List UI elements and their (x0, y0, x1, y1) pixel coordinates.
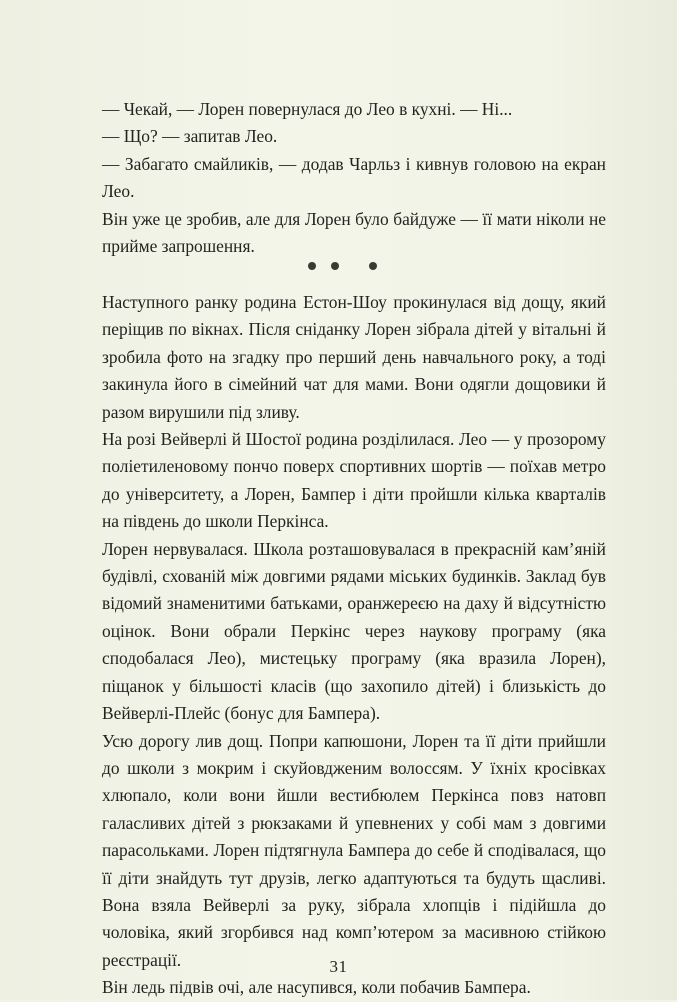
paragraph: Лорен нервувалася. Школа розташовувалася в прекрасній кам’яній будівлі, схованій між довгими рядами міських будинків. Заклад був відомий знаменитими батьками, оранжереєю на даху й відсутністю оцінок. Вони обрали Перкінс через наукову програму (яка сподобалася Лео), мистецьку програму (яка вразила Лорен), піщанок у більшості класів (що захопило дітей) і близькість до Вейверлі-Плейс (бонус для Бампера). (102, 538, 606, 724)
main-text-section (102, 289, 606, 1002)
paragraph: Він уже це зробив, але для Лорен було байдуже — її мати ніколи не прийме запрошення. (102, 208, 606, 257)
dialog-section (102, 96, 606, 260)
page-number: 31 (329, 957, 348, 976)
dialog-line: — Чекай, — Лорен повернулася до Лео в кухні. — Ні... (102, 99, 513, 119)
paragraph: Він ледь підвів очі, але насупився, коли побачив Бампера. (102, 977, 531, 998)
section-break-dot (308, 262, 316, 270)
section-break-dot (331, 262, 339, 270)
paragraph: На розі Вейверлі й Шостої родина розділилася. Лео — у прозорому поліетиленовому пончо поверх спортивних шортів — поїхав метро до університету, а Лорен, Бампер і діти пройшли кілька кварталів на південь до школи Перкінса. (102, 429, 606, 532)
paragraph: Наступного ранку родина Естон-Шоу прокинулася від дощу, який періщив по вікнах. Після сніданку Лорен зібрала дітей у вітальні й зробила фото на згадку про перший день навчального року, а тоді закинула його в сімейний чат для мами. Вони одягли дощовики й разом вирушили під зливу. (102, 292, 606, 422)
section-break-dot (369, 262, 377, 270)
section-break (300, 260, 390, 274)
paragraph: Усю дорогу лив дощ. Попри капюшони, Лорен та її діти прийшли до школи з мокрим і скуйовдженим волоссям. У їхніх кросівках хлюпало, коли вони йшли вестибюлем Перкінса повз натовп галасливих дітей з рюкзаками й упевнених у собі мам з довгими парасольками. Лорен підтягнула Бампера до себе й сподівалася, що її діти знайдуть тут друзів, легко адаптуються та будуть щасливі. Вона взяла Вейверлі за руку, зібрала хлопців і підійшла до чоловіка, який згорбився над комп’ютером за масивною стійкою реєстрації. (102, 730, 606, 970)
dialog-line: — Забагато смайликів, — додав Чарльз і кивнув головою на екран Лео. (102, 153, 606, 202)
dialog-line: — Що? — запитав Лео. (102, 126, 278, 147)
